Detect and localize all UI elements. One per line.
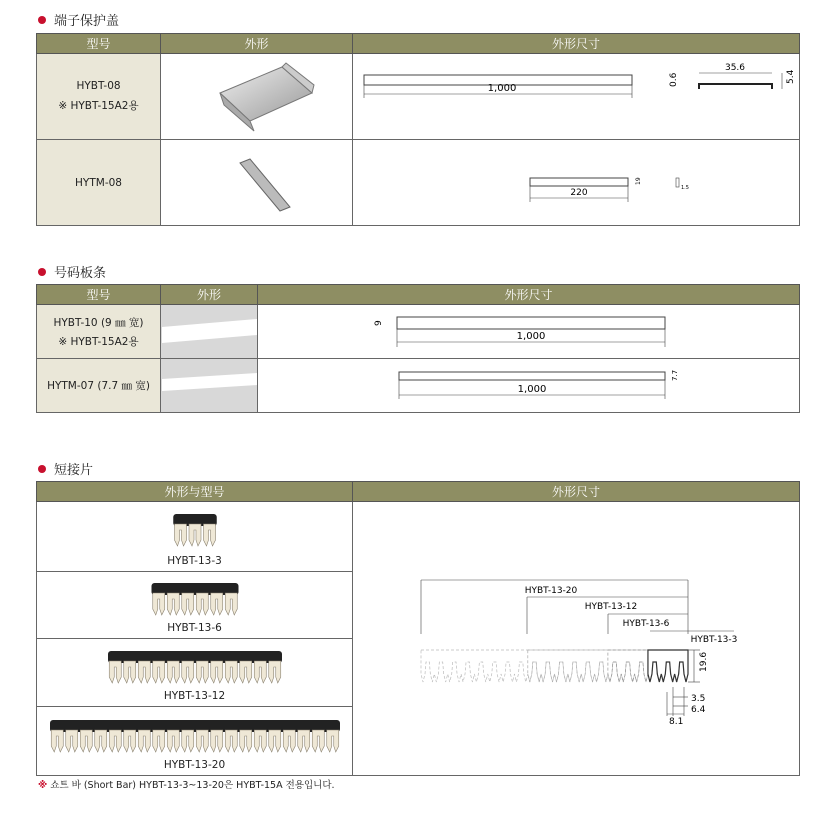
model-name: HYBT-10 (9 ㎜ 宽) [53, 316, 144, 329]
col-header-model: 型号 [37, 34, 161, 54]
cover-dimension-drawing [354, 54, 799, 136]
dim-overall: 8.1 [668, 717, 683, 727]
shortbar-cell [37, 638, 353, 707]
shortbar-pin [167, 593, 179, 615]
dim-width: 35.6 [724, 63, 745, 73]
col-header-shape: 外形 [161, 34, 353, 54]
dim-width: 6.4 [690, 705, 705, 715]
shortbar-pin [123, 661, 135, 683]
shortbar-pin [210, 593, 222, 615]
model-name: HYBT-08 [76, 80, 121, 92]
dims-cell [353, 502, 800, 776]
shortbar-pin [196, 661, 208, 683]
shortbar-pin [189, 524, 201, 546]
shortbar-pin [268, 730, 280, 752]
section-title-text: 短接片 [54, 463, 94, 478]
dim-height: 7.7 [670, 369, 679, 381]
dim-side: 5.4 [785, 69, 796, 84]
shortbar-cell [37, 571, 353, 638]
section-title-text: 号码板条 [54, 266, 107, 281]
dim-height: 19 [634, 177, 642, 185]
model-name: HYBT-13-20 [163, 758, 226, 771]
shortbar-pin [181, 730, 193, 752]
dims-cell [353, 54, 800, 140]
dim-label-12: HYBT-13-12 [584, 602, 637, 612]
shortbar-image [40, 643, 350, 687]
cover-shape-image [162, 141, 352, 221]
shortbar-pin [196, 593, 208, 615]
footnote-text: 쇼트 바 (Short Bar) HYBT-13-3~13-20은 HYBT-15A 전용입니다. [47, 780, 335, 791]
comb-outline-3 [647, 650, 687, 682]
strip-shape-image [162, 359, 257, 409]
shortbar-image [40, 575, 350, 619]
footnote [38, 777, 335, 791]
col-header-dims: 外形尺寸 [258, 285, 800, 305]
shape-cell [161, 140, 353, 226]
dim-length: 1,000 [487, 83, 516, 94]
dim-length: 1,000 [517, 384, 546, 395]
shortbar-pin [268, 661, 280, 683]
shortbar-pin [65, 730, 77, 752]
shape-cell [161, 359, 258, 413]
col-header-dims: 外形尺寸 [353, 34, 800, 54]
bullet-icon [38, 16, 46, 24]
dim-thickness: 1.5 [680, 185, 689, 191]
shortbar-pin [94, 730, 106, 752]
shape-cell [161, 54, 353, 140]
shortbar-pin [174, 524, 186, 546]
shortbar-pin [312, 730, 324, 752]
shortbar-pin [225, 661, 237, 683]
shortbar-pin [51, 730, 63, 752]
shortbar-pin [239, 661, 251, 683]
shortbar-pin [239, 730, 251, 752]
shortbar-pin [225, 593, 237, 615]
strip-dimension-drawing [259, 305, 799, 355]
dim-pitch: 3.5 [690, 694, 705, 704]
model-name: HYBT-13-6 [167, 622, 222, 635]
section-title-strip [38, 262, 106, 281]
col-header-dims: 外形尺寸 [353, 482, 800, 502]
shortbar-pin [203, 524, 215, 546]
section-title-shortbar [38, 459, 93, 478]
shortbar-cell [37, 502, 353, 572]
col-header-shape: 外形 [161, 285, 258, 305]
shortbar-pin [167, 661, 179, 683]
model-cell [37, 359, 161, 413]
shortbar-pin [138, 661, 150, 683]
col-header-shape-model: 外形与型号 [37, 482, 353, 502]
dims-cell [258, 305, 800, 359]
model-name: HYBT-13-3 [167, 554, 222, 567]
cover-dimension-drawing [354, 140, 799, 222]
shortbar-pin [109, 730, 121, 752]
model-name: HYTM-07 (7.7 ㎜ 宽) [47, 380, 150, 392]
dim-label-3: HYBT-13-3 [690, 635, 737, 645]
shortbar-pin [210, 661, 222, 683]
bullet-icon [38, 465, 46, 473]
shortbar-cell [37, 707, 353, 776]
dims-cell [258, 359, 800, 413]
shortbar-pin [326, 730, 338, 752]
model-note: ※ HYBT-15A2용 [58, 335, 139, 348]
shortbar-pin [196, 730, 208, 752]
dim-thickness: 0.6 [668, 72, 679, 87]
shortbar-pin [109, 661, 121, 683]
cover-table [36, 33, 800, 226]
model-cell [37, 305, 161, 359]
model-note: ※ HYBT-15A2용 [58, 100, 139, 112]
shortbar-pin [297, 730, 309, 752]
shortbar-pin [283, 730, 295, 752]
shortbar-pin [181, 661, 193, 683]
shortbar-pin [254, 661, 266, 683]
col-header-model: 型号 [37, 285, 161, 305]
model-cell [37, 54, 161, 140]
shortbar-image [40, 712, 350, 756]
section-title-cover [38, 10, 119, 29]
dim-length: 220 [569, 188, 588, 198]
dim-height: 9 [373, 320, 384, 326]
shortbar-pin [210, 730, 222, 752]
model-cell [37, 140, 161, 226]
shortbar-dimension-drawing [354, 502, 799, 772]
shortbar-pin [167, 730, 179, 752]
shortbar-pin [254, 730, 266, 752]
shortbar-body [50, 720, 340, 732]
dims-cell [353, 140, 800, 226]
shortbar-pin [138, 730, 150, 752]
strip-dimension-drawing [259, 359, 799, 409]
shortbar-pin [225, 730, 237, 752]
shortbar-pin [152, 730, 164, 752]
shortbar-image [40, 506, 350, 550]
section-title-text: 端子保护盖 [54, 14, 120, 29]
shortbar-pin [152, 593, 164, 615]
dim-height: 19.6 [698, 651, 709, 672]
cover-shape-image [162, 55, 352, 135]
shortbar-table [36, 481, 800, 776]
dim-length: 1,000 [516, 331, 545, 342]
dim-label-6: HYBT-13-6 [622, 619, 669, 629]
model-name: HYTM-08 [75, 176, 122, 189]
shortbar-pin [152, 661, 164, 683]
dim-label-20: HYBT-13-20 [524, 586, 577, 596]
shortbar-pin [80, 730, 92, 752]
model-name: HYBT-13-12 [163, 690, 226, 703]
shortbar-pin [181, 593, 193, 615]
strip-table [36, 284, 800, 413]
shortbar-pin [123, 730, 135, 752]
strip-shape-image [162, 305, 257, 355]
bullet-icon [38, 268, 46, 276]
shape-cell [161, 305, 258, 359]
footnote-mark: ※ [38, 780, 48, 791]
